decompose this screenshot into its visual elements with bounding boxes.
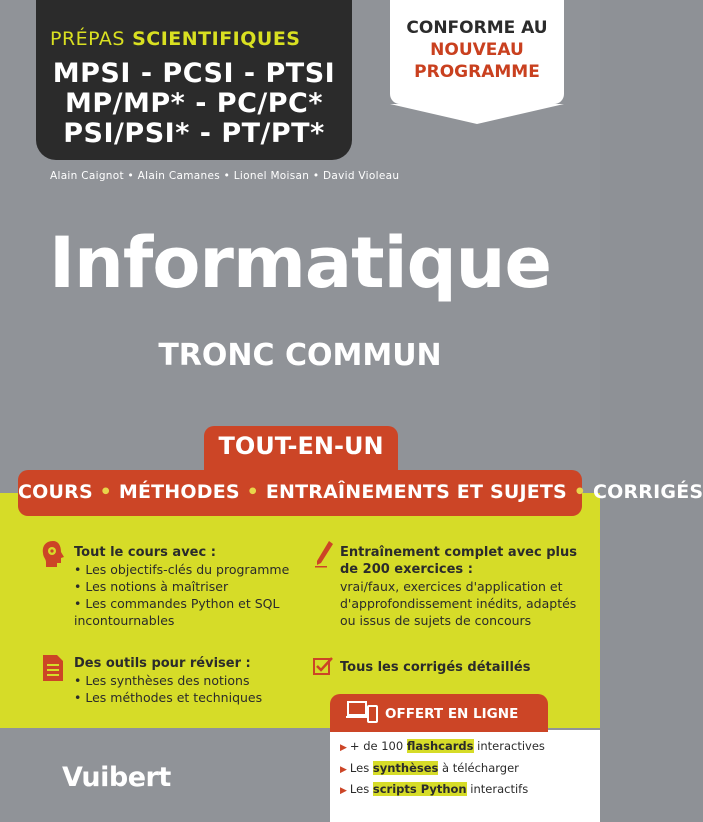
badge-line-2: NOUVEAU bbox=[430, 40, 524, 60]
collection-word-1: PRÉPAS bbox=[50, 28, 125, 50]
filiere-line: MPSI - PCSI - PTSI bbox=[52, 58, 336, 89]
offer-text-highlight: flashcards bbox=[406, 739, 474, 753]
book-title: Informatique bbox=[49, 222, 551, 304]
feature-methodes: MÉTHODES bbox=[118, 481, 240, 503]
offer-text-highlight: synthèses bbox=[372, 761, 439, 775]
book-subtitle: TRONC COMMUN bbox=[158, 338, 442, 373]
features-list bbox=[18, 481, 703, 503]
corriges-block bbox=[340, 659, 580, 676]
entrainement-text: vrai/faux, exercices d'application et d'approfondissement inédits, adaptés ou issus de sujets de concours bbox=[340, 579, 577, 628]
offer-text-pre: Les bbox=[349, 761, 373, 775]
feature-separator: • bbox=[573, 481, 587, 503]
offer-text-pre: + de 100 bbox=[349, 739, 407, 753]
brain-head-icon bbox=[40, 540, 66, 568]
list-item: • Les notions à maîtriser bbox=[74, 578, 304, 595]
offer-item bbox=[340, 761, 519, 775]
offer-item bbox=[340, 782, 528, 796]
filiere-line: PSI/PSI* - PT/PT* bbox=[63, 118, 325, 149]
entrainement-heading: Entraînement complet avec plus de 200 exercices : bbox=[340, 545, 577, 577]
publisher-logo: Vuibert bbox=[62, 762, 171, 793]
offer-text-post: interactifs bbox=[466, 782, 529, 796]
corriges-heading: Tous les corrigés détaillés bbox=[340, 660, 531, 675]
feature-corriges: CORRIGÉS bbox=[592, 481, 703, 503]
checkbox-icon bbox=[313, 656, 333, 676]
arrow-right-icon: ▶ bbox=[340, 743, 347, 753]
outils-heading: Des outils pour réviser : bbox=[74, 656, 251, 671]
tout-en-un-label: TOUT-EN-UN bbox=[218, 432, 384, 460]
offer-text-highlight: scripts Python bbox=[372, 782, 467, 796]
arrow-right-icon: ▶ bbox=[340, 765, 347, 775]
badge-line-1: CONFORME AU bbox=[406, 18, 548, 38]
filiere-line: MP/MP* - PC/PC* bbox=[65, 88, 323, 119]
feature-separator: • bbox=[99, 481, 113, 503]
offer-item bbox=[340, 739, 545, 753]
outils-list bbox=[74, 672, 304, 706]
offer-text-pre: Les bbox=[349, 782, 373, 796]
outils-block bbox=[74, 655, 304, 706]
cours-block bbox=[74, 544, 304, 629]
cours-list bbox=[74, 561, 304, 629]
pen-icon bbox=[314, 540, 334, 568]
offer-text-post: à télécharger bbox=[438, 761, 519, 775]
collection-word-2: SCIENTIFIQUES bbox=[132, 28, 301, 50]
document-icon bbox=[42, 654, 64, 682]
list-item: • Les objectifs-clés du programme bbox=[74, 561, 304, 578]
list-item: • Les synthèses des notions bbox=[74, 672, 304, 689]
arrow-right-icon: ▶ bbox=[340, 786, 347, 796]
list-item: • Les méthodes et techniques bbox=[74, 689, 304, 706]
offer-text-post: interactives bbox=[473, 739, 545, 753]
collection-title bbox=[50, 28, 301, 50]
feature-separator: • bbox=[246, 481, 259, 503]
authors: Alain Caignot • Alain Camanes • Lionel Moisan • David Violeau bbox=[50, 170, 400, 182]
list-item: • Les commandes Python et SQL incontournables bbox=[74, 595, 304, 629]
cours-heading: Tout le cours avec : bbox=[74, 545, 216, 560]
offert-title: OFFERT EN LIGNE bbox=[385, 706, 519, 722]
devices-icon bbox=[346, 700, 378, 724]
feature-entrainements: ENTRAÎNEMENTS ET SUJETS bbox=[265, 481, 567, 503]
program-badge bbox=[390, 0, 564, 104]
feature-cours: COURS bbox=[18, 481, 93, 503]
entrainement-block bbox=[340, 544, 580, 629]
badge-line-3: PROGRAMME bbox=[414, 62, 540, 82]
